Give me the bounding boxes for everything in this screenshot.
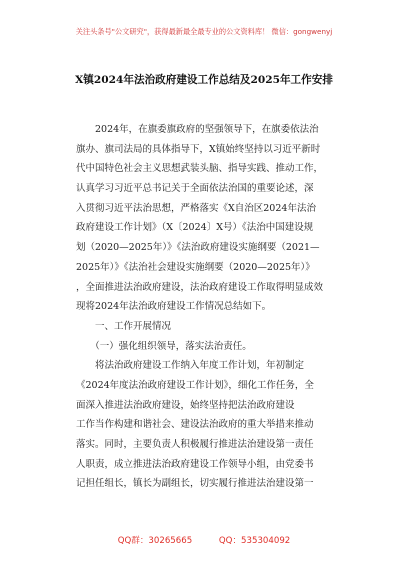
- body-line: 将法治政府建设工作纳入年度工作计划，年初制定: [76, 360, 305, 372]
- body-line: 认真学习习近平总书记关于全面依法治国的重要论述，深: [76, 183, 314, 195]
- body-line: 《2024年度法治政府建设工作计划》，细化工作任务，全: [76, 379, 314, 391]
- body-line: ，全面推进法治政府建设，法治政府建设工作取得明显成效: [76, 281, 324, 293]
- top-promo-banner: 关注头条号"公文研究"，获得最新最全最专业的公文资料库！ 微信：gongwenyj: [75, 27, 333, 36]
- body-line: 2025年）》《法治社会建设实施纲要（2020—2025年）》: [76, 261, 315, 273]
- body-line: 政府建设工作计划》（X〔2024〕X号）《法治中国建设规: [76, 222, 314, 234]
- footer-contact: [0, 534, 408, 546]
- footer-qq-group: QQ群：30265665: [117, 536, 193, 546]
- footer-qq: QQ：535304092: [218, 536, 291, 546]
- body-line: 落实。同时，主要负责人积极履行推进法治建设第一责任: [76, 439, 314, 450]
- section-heading: 一、工作开展情况: [76, 320, 172, 332]
- body-line: 划（2020—2025年）》《法治政府建设实施纲要（2021—: [76, 242, 320, 254]
- body-line: 现将2024年法治政府建设工作情况总结如下。: [76, 301, 272, 313]
- document-title: X镇2024年法治政府建设工作总结及2025年工作安排: [75, 74, 333, 86]
- document-body: [76, 120, 348, 494]
- body-line: 工作当作构建和谐社会、建设法治政府的重大举措来推动: [76, 419, 314, 431]
- subsection-heading: （一）强化组织领导，落实法治责任。: [76, 340, 252, 352]
- body-line: 旗办、旗司法局的具体指导下，X镇始终坚持以习近平新时: [76, 143, 321, 155]
- body-line: 代中国特色社会主义思想武装头脑、指导实践、推动工作，: [76, 163, 324, 175]
- body-line: 2024年，在旗委旗政府的坚强领导下，在旗委依法治: [76, 124, 319, 135]
- body-line: 入贯彻习近平法治思想，严格落实《X自治区2024年法治: [76, 202, 316, 214]
- body-line: 人职责，成立推进法治政府建设工作领导小组，由党委书: [76, 458, 314, 470]
- body-line: 记担任组长，镇长为副组长，切实履行推进法治建设第一: [76, 478, 314, 490]
- body-line: 面深入推进法治政府建设，始终坚持把法治政府建设: [76, 399, 295, 411]
